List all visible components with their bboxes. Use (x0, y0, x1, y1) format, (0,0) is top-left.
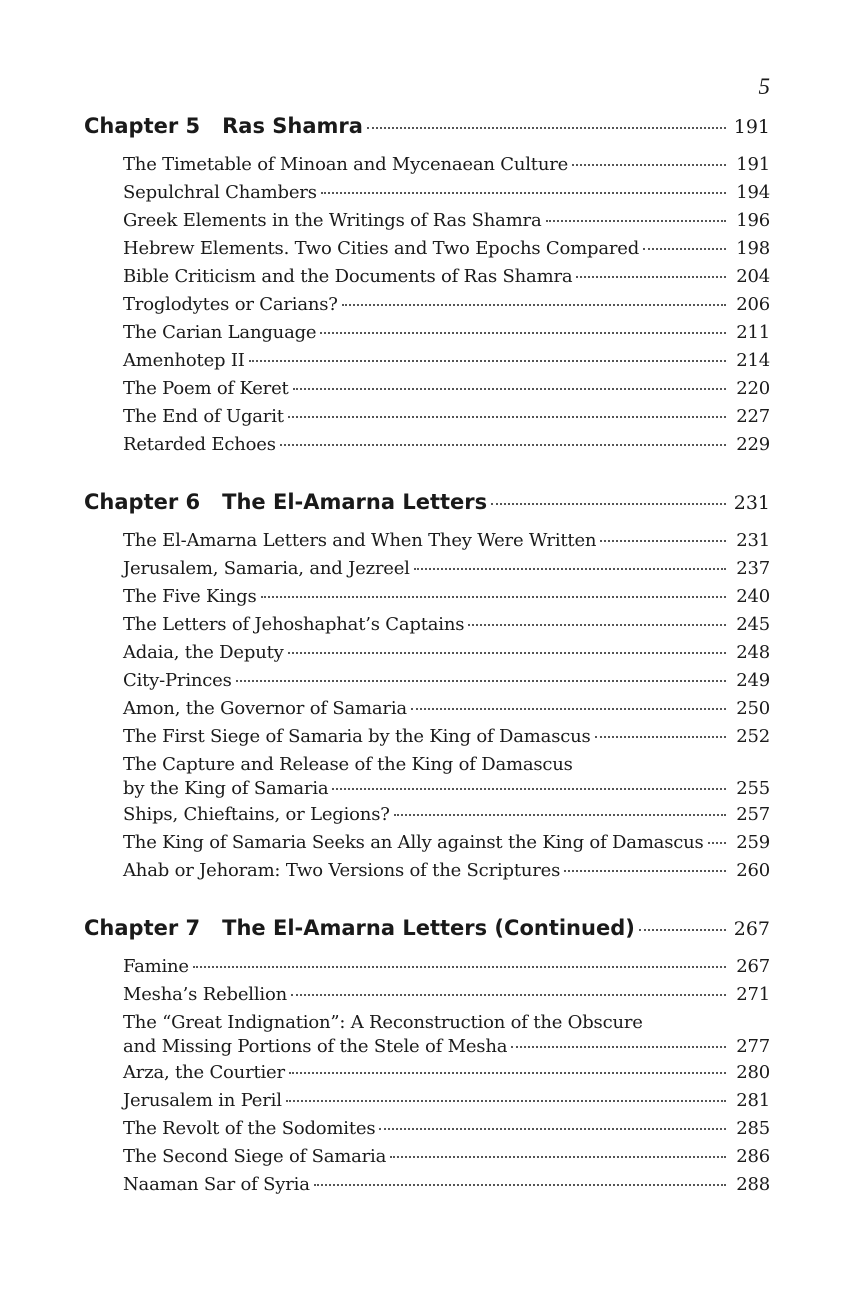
toc-entry-title: The King of Samaria Seeks an Ally against the King of Damascus (123, 832, 704, 853)
dot-leader (236, 680, 726, 682)
chapter-page-number: 267 (733, 918, 770, 940)
dot-leader (708, 842, 726, 844)
toc-entry-title: Famine (123, 956, 189, 977)
chapter-heading[interactable] (84, 490, 770, 524)
toc-entry-title: Amenhotep II (123, 350, 245, 371)
chapter-title: The El-Amarna Letters (222, 490, 488, 514)
section-list (84, 956, 770, 1202)
toc-entry[interactable] (123, 558, 770, 586)
toc-entry-page-number: 240 (736, 586, 770, 607)
chapter-title: The El-Amarna Letters (Continued) (222, 916, 635, 940)
toc-entry[interactable] (123, 1146, 770, 1174)
chapter-number: Chapter 7 (84, 916, 201, 940)
toc-entry-page-number: 194 (736, 182, 770, 203)
toc-entry-title: Hebrew Elements. Two Cities and Two Epochs Compared (123, 238, 640, 259)
toc-entry-page-number: 220 (736, 378, 770, 399)
dot-leader (291, 994, 726, 996)
dot-leader (289, 1072, 726, 1074)
toc-entry-title-line2: by the King of Samaria (123, 778, 329, 799)
dot-leader (511, 1046, 726, 1048)
toc-entry-title: The Second Siege of Samaria (123, 1146, 387, 1167)
dot-leader (288, 416, 726, 418)
toc-entry-page-number: 191 (736, 154, 770, 175)
toc-entry-page-number: 280 (736, 1062, 770, 1083)
dot-leader (491, 503, 726, 505)
toc-entry-title: Sepulchral Chambers (123, 182, 317, 203)
page-number: 5 (758, 74, 770, 99)
toc-entry-page-number: 231 (736, 530, 770, 551)
dot-leader (286, 1100, 726, 1102)
dot-leader (643, 248, 726, 250)
chapter-page-number: 191 (733, 116, 770, 138)
dot-leader (390, 1156, 726, 1158)
dot-leader (321, 192, 726, 194)
toc-entry-title: Naaman Sar of Syria (123, 1174, 310, 1195)
chapter-heading[interactable] (84, 916, 770, 950)
toc-entry-title: Troglodytes or Carians? (123, 294, 338, 315)
toc-entry-page-number: 277 (736, 1036, 770, 1057)
toc-entry[interactable] (123, 266, 770, 294)
toc-entry-title: Bible Criticism and the Documents of Ras Shamra (123, 266, 573, 287)
toc-entry-page-number: 281 (736, 1090, 770, 1111)
toc-entry-page-number: 267 (736, 956, 770, 977)
toc-entry-title: The Timetable of Minoan and Mycenaean Culture (123, 154, 569, 175)
toc-entry[interactable] (123, 586, 770, 614)
chapter-section (84, 490, 770, 888)
toc-entry[interactable] (123, 378, 770, 406)
toc-entry-page-number: 214 (736, 350, 770, 371)
chapter-heading[interactable] (84, 114, 770, 148)
dot-leader (314, 1184, 726, 1186)
toc-entry[interactable] (123, 642, 770, 670)
toc-entry-title: The Letters of Jehoshaphat’s Captains (123, 614, 465, 635)
toc-entry-title: Retarded Echoes (123, 434, 276, 455)
toc-entry-page-number: 249 (736, 670, 770, 691)
dot-leader (414, 568, 726, 570)
toc-entry-page-number: 204 (736, 266, 770, 287)
toc-entry-title: Adaia, the Deputy (123, 642, 284, 663)
toc-entry-page-number: 259 (736, 832, 770, 853)
dot-leader (288, 652, 726, 654)
toc-entry-title-line1: The Capture and Release of the King of Damascus (123, 754, 573, 775)
dot-leader (193, 966, 726, 968)
toc-entry[interactable] (123, 182, 770, 210)
chapter-number: Chapter 6 (84, 490, 201, 514)
toc-entry-page-number: 211 (736, 322, 770, 343)
toc-entry[interactable] (123, 698, 770, 726)
dot-leader (468, 624, 726, 626)
toc-entry-title-line1: The “Great Indignation”: A Reconstruction of the Obscure (123, 1012, 643, 1033)
toc-entry[interactable] (123, 670, 770, 698)
toc-entry-page-number: 288 (736, 1174, 770, 1195)
toc-entry-title: Jerusalem, Samaria, and Jezreel (123, 558, 410, 579)
toc-entry[interactable] (123, 154, 770, 182)
toc-entry-page-number: 252 (736, 726, 770, 747)
toc-entry-title: Ahab or Jehoram: Two Versions of the Scriptures (123, 860, 561, 881)
toc-entry-title: Arza, the Courtier (123, 1062, 285, 1083)
dot-leader (342, 304, 726, 306)
toc-entry[interactable] (123, 350, 770, 378)
toc-entry-title: The Revolt of the Sodomites (123, 1118, 376, 1139)
toc-entry[interactable] (123, 434, 770, 462)
dot-leader (564, 870, 726, 872)
toc-entry-page-number: 250 (736, 698, 770, 719)
toc-entry[interactable] (123, 984, 770, 1012)
dot-leader (595, 736, 726, 738)
dot-leader (394, 814, 726, 816)
toc-entry-title: The First Siege of Samaria by the King of Damascus (123, 726, 591, 747)
toc-entry-page-number: 255 (736, 778, 770, 799)
toc-entry[interactable] (123, 1174, 770, 1202)
toc-entry[interactable] (123, 726, 770, 754)
toc-entry-page-number: 227 (736, 406, 770, 427)
toc-entry-title: Ships, Chieftains, or Legions? (123, 804, 390, 825)
toc-entry-page-number: 271 (736, 984, 770, 1005)
toc-entry-title: Mesha’s Rebellion (123, 984, 288, 1005)
toc-entry-page-number: 229 (736, 434, 770, 455)
toc-entry[interactable] (123, 956, 770, 984)
dot-leader (576, 276, 726, 278)
dot-leader (320, 332, 726, 334)
toc-entry-page-number: 196 (736, 210, 770, 231)
toc-entry[interactable] (123, 406, 770, 434)
toc-entry-title: The End of Ugarit (123, 406, 284, 427)
toc-entry-title: The Carian Language (123, 322, 317, 343)
toc-entry[interactable] (123, 1062, 770, 1090)
toc-entry-page-number: 248 (736, 642, 770, 663)
toc-entry-page-number: 286 (736, 1146, 770, 1167)
dot-leader (411, 708, 726, 710)
toc-entry[interactable] (123, 1118, 770, 1146)
dot-leader (639, 929, 726, 931)
dot-leader (249, 360, 726, 362)
toc-entry-title: The Five Kings (123, 586, 257, 607)
toc-entry[interactable] (123, 210, 770, 238)
dot-leader (261, 596, 726, 598)
toc-entry-page-number: 245 (736, 614, 770, 635)
toc-entry[interactable] (123, 238, 770, 266)
chapter-page-number: 231 (733, 492, 770, 514)
toc-entry-page-number: 285 (736, 1118, 770, 1139)
toc-entry[interactable] (123, 1012, 770, 1062)
toc-entry[interactable] (123, 804, 770, 832)
chapter-section (84, 916, 770, 1202)
dot-leader (572, 164, 726, 166)
dot-leader (379, 1128, 726, 1130)
toc-entry-title: The El-Amarna Letters and When They Were Written (123, 530, 597, 551)
dot-leader (600, 540, 726, 542)
dot-leader (293, 388, 726, 390)
dot-leader (332, 788, 726, 790)
toc-entry-page-number: 198 (736, 238, 770, 259)
toc-entry[interactable] (123, 1090, 770, 1118)
section-list (84, 530, 770, 888)
dot-leader (367, 127, 726, 129)
toc-entry[interactable] (123, 530, 770, 558)
toc-entry[interactable] (123, 614, 770, 642)
toc-entry[interactable] (123, 754, 770, 804)
toc-entry-title: Amon, the Governor of Samaria (123, 698, 407, 719)
toc-entry[interactable] (123, 322, 770, 350)
section-list (84, 154, 770, 462)
toc-entry[interactable] (123, 832, 770, 860)
table-of-contents (84, 114, 770, 1230)
chapter-title: Ras Shamra (222, 114, 363, 138)
chapter-number: Chapter 5 (84, 114, 201, 138)
toc-entry-page-number: 260 (736, 860, 770, 881)
toc-entry[interactable] (123, 860, 770, 888)
toc-entry-page-number: 237 (736, 558, 770, 579)
dot-leader (280, 444, 726, 446)
toc-entry-title: Jerusalem in Peril (123, 1090, 282, 1111)
toc-entry-title-line2: and Missing Portions of the Stele of Mesha (123, 1036, 508, 1057)
toc-entry-title: City-Princes (123, 670, 232, 691)
dot-leader (546, 220, 727, 222)
toc-entry[interactable] (123, 294, 770, 322)
toc-entry-title: The Poem of Keret (123, 378, 289, 399)
toc-entry-page-number: 206 (736, 294, 770, 315)
toc-entry-page-number: 257 (736, 804, 770, 825)
chapter-section (84, 114, 770, 462)
toc-entry-title: Greek Elements in the Writings of Ras Shamra (123, 210, 542, 231)
